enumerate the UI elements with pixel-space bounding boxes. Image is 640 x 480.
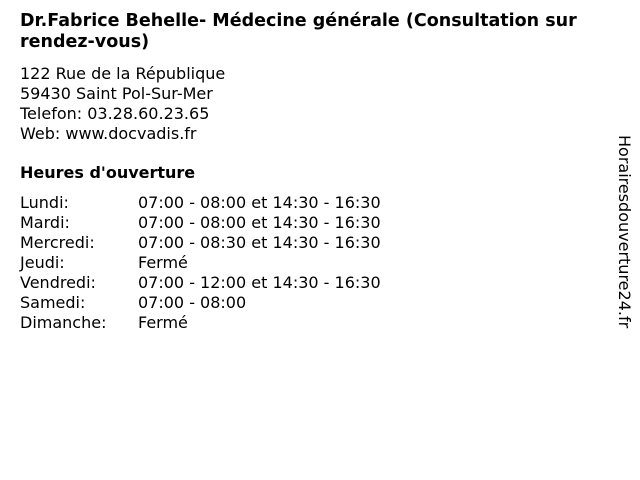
hours-row-saturday — [20, 293, 381, 313]
day-hours: 07:00 - 12:00 et 14:30 - 16:30 — [138, 273, 381, 292]
opening-hours-table — [20, 193, 381, 333]
website: Web: www.docvadis.fr — [20, 124, 197, 143]
hours-row-sunday — [20, 313, 381, 333]
day-label: Mardi: — [20, 213, 70, 232]
page-title: Dr.Fabrice Behelle- Médecine générale (Consultation sur rendez-vous) — [20, 11, 577, 52]
day-hours: Fermé — [138, 313, 188, 332]
opening-hours-heading: Heures d'ouverture — [20, 163, 196, 182]
hours-row-thursday — [20, 253, 381, 273]
day-hours: 07:00 - 08:00 et 14:30 - 16:30 — [138, 193, 381, 212]
street-address: 122 Rue de la République — [20, 64, 226, 83]
contact-block — [20, 64, 580, 144]
day-label: Mercredi: — [20, 233, 95, 252]
day-label: Samedi: — [20, 293, 86, 312]
day-hours: 07:00 - 08:00 — [138, 293, 247, 312]
day-label: Vendredi: — [20, 273, 96, 292]
day-label: Dimanche: — [20, 313, 107, 332]
city-address: 59430 Saint Pol-Sur-Mer — [20, 84, 213, 103]
day-hours: 07:00 - 08:00 et 14:30 - 16:30 — [138, 213, 381, 232]
day-hours: Fermé — [138, 253, 188, 272]
hours-row-monday — [20, 193, 381, 213]
hours-row-tuesday — [20, 213, 381, 233]
day-hours: 07:00 - 08:30 et 14:30 - 16:30 — [138, 233, 381, 252]
day-label: Lundi: — [20, 193, 69, 212]
phone-number: Telefon: 03.28.60.23.65 — [20, 104, 210, 123]
hours-row-wednesday — [20, 233, 381, 253]
hours-row-friday — [20, 273, 381, 293]
day-label: Jeudi: — [20, 253, 65, 272]
site-watermark: Horairesdouverture24.fr — [615, 135, 634, 329]
